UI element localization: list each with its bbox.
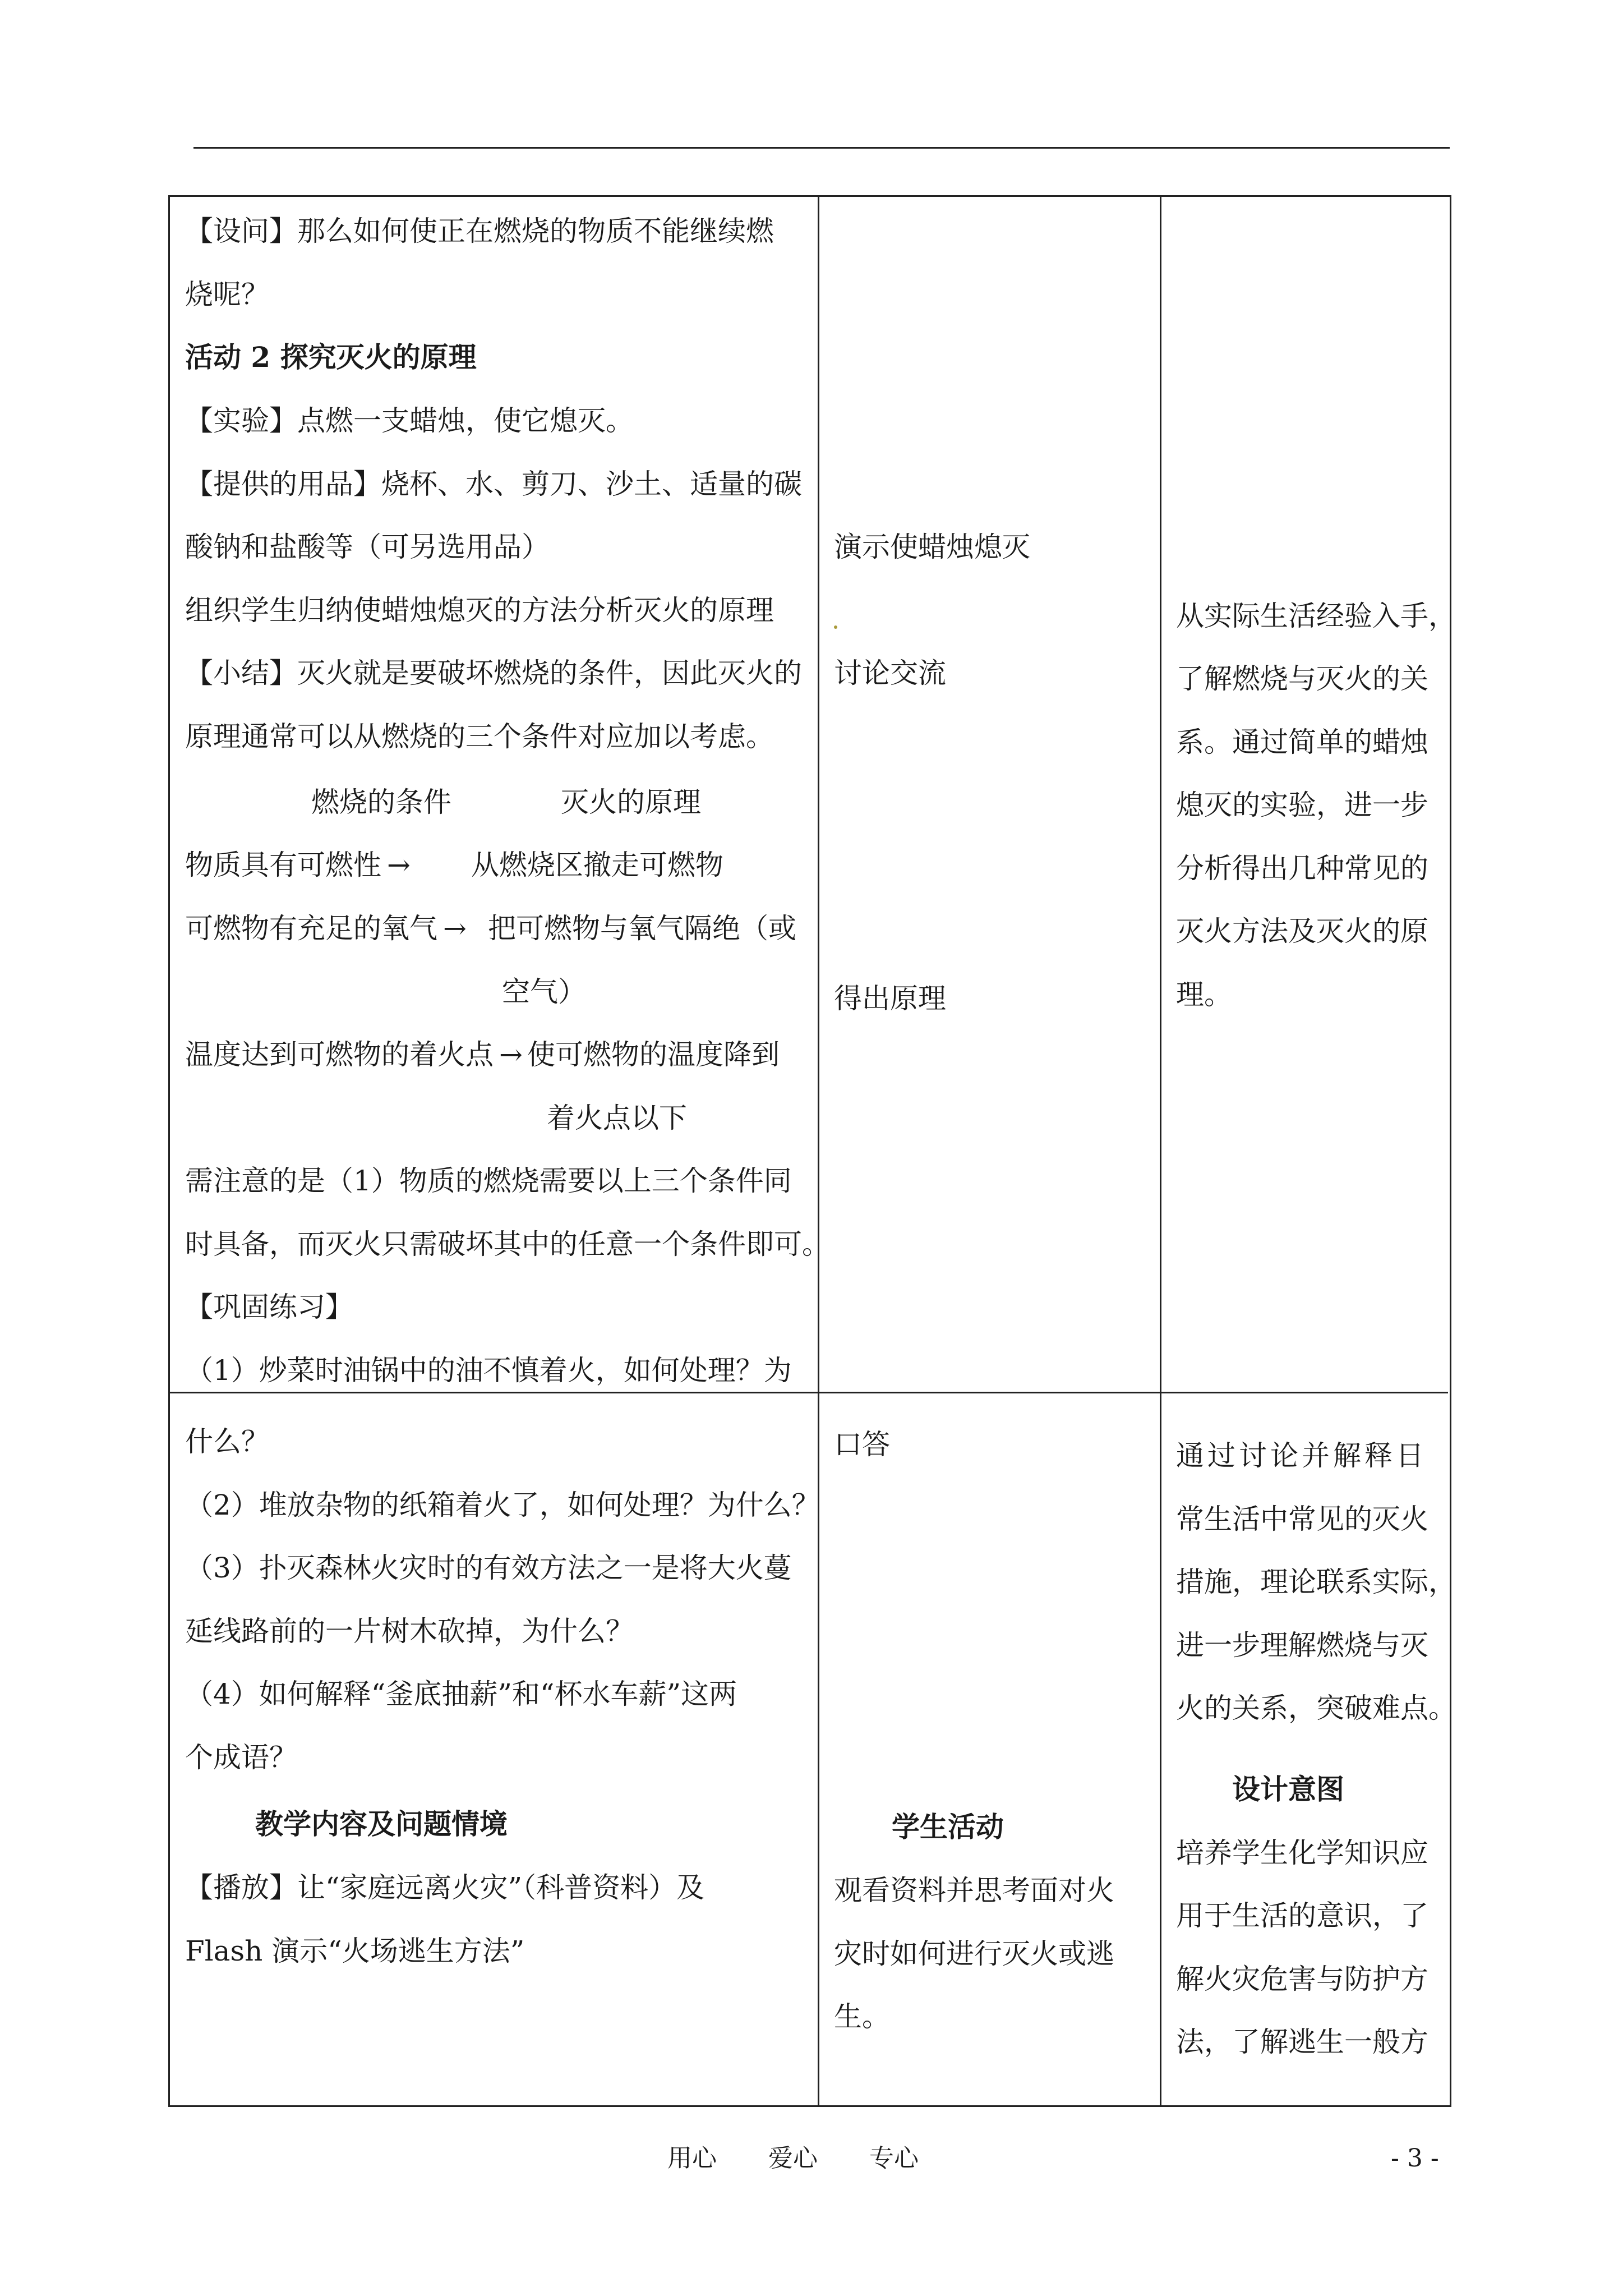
arrow-glyph: → xyxy=(387,849,411,881)
arrow-glyph: → xyxy=(443,912,467,945)
right-line: 从实际生活经验入手， xyxy=(1176,600,1456,632)
activity-heading: 活动 2 探究灭火的原理 xyxy=(185,341,477,374)
right-line: 火的关系，突破难点。 xyxy=(1176,1692,1456,1724)
page-break-rule xyxy=(168,1392,1448,1393)
right-line: 系。通过简单的蜡烛 xyxy=(1176,726,1428,758)
left-line: （3）扑灭森林火灾时的有效方法之一是将大火蔓 xyxy=(185,1552,792,1584)
footer-motto-3: 专心 xyxy=(869,2144,919,2173)
left-line: 什么？ xyxy=(185,1425,269,1458)
middle-answer: 口答 xyxy=(834,1428,890,1461)
section-title-intent: 设计意图 xyxy=(1232,1773,1344,1806)
principle-cell: 从燃烧区撤走可燃物 xyxy=(471,849,723,881)
left-line: 时具备，而灭火只需破坏其中的任意一个条件即可。 xyxy=(185,1228,830,1260)
left-line: 烧呢？ xyxy=(185,278,269,311)
right-line: 通过讨论并解释日 xyxy=(1176,1439,1427,1472)
right-line: 培养学生化学知识应 xyxy=(1176,1837,1428,1869)
arrow-glyph: → xyxy=(499,1038,523,1071)
right-line: 了解燃烧与灭火的关 xyxy=(1176,662,1428,695)
left-line: 需注意的是（1）物质的燃烧需要以上三个条件同 xyxy=(185,1165,792,1197)
middle-demo: 演示使蜡烛熄灭 xyxy=(834,531,1030,563)
section-title-activity: 学生活动 xyxy=(892,1810,1004,1843)
principle-continuation: 着火点以下 xyxy=(547,1102,687,1134)
left-line: 组织学生归纳使蜡烛熄灭的方法分析灭火的原理 xyxy=(185,594,774,627)
header-rule xyxy=(193,147,1450,149)
middle-line: 生。 xyxy=(834,2000,890,2033)
right-line: 用于生活的意识，了 xyxy=(1176,1899,1428,1932)
middle-line: 灾时如何进行灭火或逃 xyxy=(834,1938,1114,1970)
condition-cell: 可燃物有充足的氧气 xyxy=(185,912,437,945)
right-line: 熄灭的实验，进一步 xyxy=(1176,789,1428,821)
left-line: 【播放】让“家庭远离火灾”（科普资料）及 xyxy=(185,1871,705,1904)
left-line: （4）如何解释“釜底抽薪”和“杯水车薪”这两 xyxy=(185,1678,737,1710)
right-line: 措施，理论联系实际， xyxy=(1176,1566,1456,1598)
left-line: 【实验】点燃一支蜡烛，使它熄灭。 xyxy=(185,404,634,437)
section-title-content: 教学内容及问题情境 xyxy=(255,1807,508,1841)
left-line: 个成语？ xyxy=(185,1741,297,1774)
middle-discuss: 讨论交流 xyxy=(834,657,946,689)
left-line: Flash 演示“火场逃生方法” xyxy=(185,1935,525,1967)
stray-dot xyxy=(834,625,837,629)
principle-cell: 把可燃物与氧气隔绝（或 xyxy=(488,912,796,945)
right-line: 分析得出几种常见的 xyxy=(1176,852,1428,885)
principle-header: 灭火的原理 xyxy=(561,786,701,818)
right-line: 灭火方法及灭火的原 xyxy=(1176,915,1428,947)
left-line: 【小结】灭火就是要破坏燃烧的条件，因此灭火的 xyxy=(185,657,802,689)
principle-cell: 使可燃物的温度降到 xyxy=(527,1038,780,1071)
left-line: 酸钠和盐酸等（可另选用品） xyxy=(185,531,550,563)
right-line: 进一步理解燃烧与灭 xyxy=(1176,1629,1428,1662)
column-divider-1 xyxy=(818,195,819,2105)
condition-cell: 物质具有可燃性 xyxy=(185,849,381,881)
page-number: - 3 - xyxy=(1391,2144,1439,2173)
right-line: 常生活中常见的灭火 xyxy=(1176,1503,1428,1535)
principle-continuation: 空气） xyxy=(502,976,586,1008)
exercise-heading: 【巩固练习】 xyxy=(185,1291,353,1323)
column-divider-2 xyxy=(1160,195,1161,2105)
footer-motto-1: 用心 xyxy=(667,2144,717,2173)
condition-header: 燃烧的条件 xyxy=(311,786,451,818)
footer-motto-2: 爱心 xyxy=(768,2144,818,2173)
left-line: （2）堆放杂物的纸箱着火了，如何处理？为什么？ xyxy=(185,1489,820,1521)
left-line: 【设问】那么如何使正在燃烧的物质不能继续燃 xyxy=(185,215,774,247)
left-line: 原理通常可以从燃烧的三个条件对应加以考虑。 xyxy=(185,720,774,753)
left-line: 【提供的用品】烧杯、水、剪刀、沙土、适量的碳 xyxy=(185,468,802,500)
middle-line: 观看资料并思考面对火 xyxy=(834,1874,1114,1907)
left-line: 延线路前的一片树木砍掉，为什么？ xyxy=(185,1615,634,1648)
right-line: 解火灾危害与防护方 xyxy=(1176,1963,1428,1995)
condition-cell: 温度达到可燃物的着火点 xyxy=(185,1038,494,1071)
middle-derive: 得出原理 xyxy=(834,982,946,1015)
right-line: 法，了解逃生一般方 xyxy=(1176,2026,1428,2058)
left-line: （1）炒菜时油锅中的油不慎着火，如何处理？为 xyxy=(185,1354,792,1387)
right-line: 理。 xyxy=(1176,978,1232,1011)
